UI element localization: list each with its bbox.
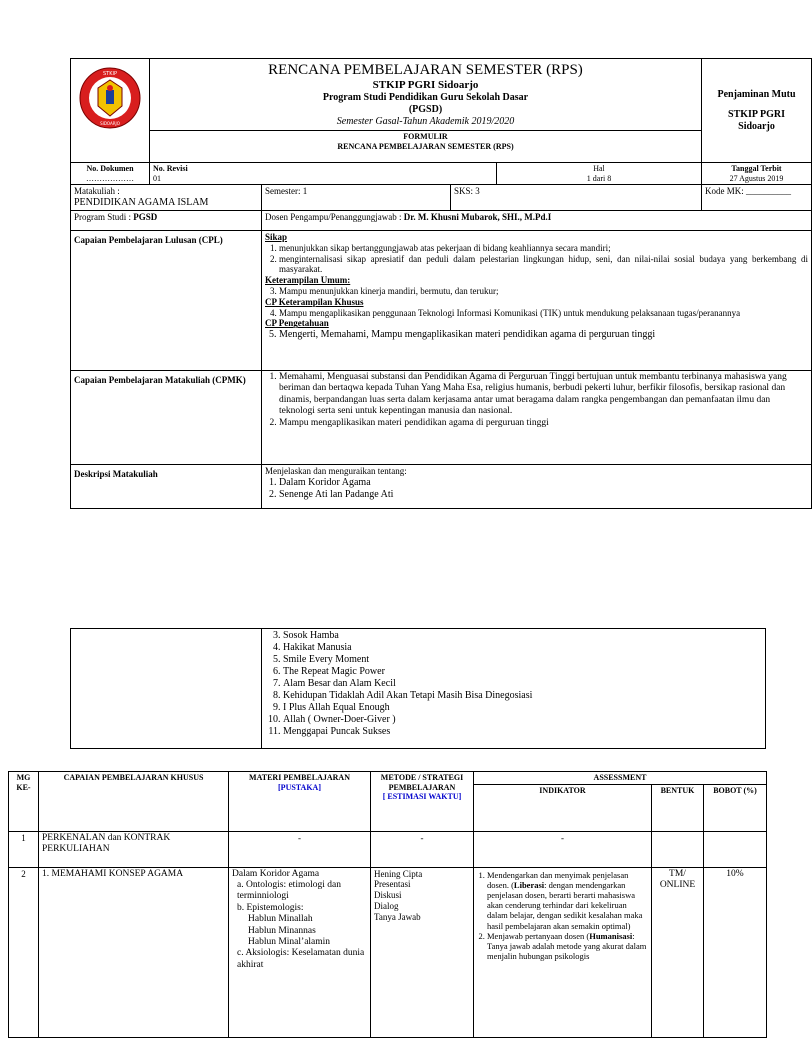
no-revisi-value: 01 [153,173,161,183]
deskripsi-item: 5. Smile Every Moment [283,654,762,666]
deskripsi-list [265,477,808,501]
qa-line1: Penjaminan Mutu [717,88,796,100]
header-metode [371,772,474,832]
sikap-item: 1. menunjukkan sikap bertanggungjawab atas pekerjaan di bidang keahliannya secara mandiri; [279,243,808,254]
cpmk-content [262,370,812,464]
row2-materi-c: c. Aksiologis: Keselamatan dunia akhirat [237,948,365,970]
row2-materi-b3: Hablun Minal’alamin [248,936,331,947]
tanggal-cell [702,163,812,185]
rps-header-table [70,58,812,509]
umum-item: 3. Mampu menunjukkan kinerja mandiri, bermutu, dan terukur; [279,286,808,297]
stkip-logo-icon [78,66,142,130]
hal-label: Hal [593,164,605,173]
row1-bobot [704,831,767,867]
header-metode-label: METODE / STRATEGI PEMBELAJARAN [380,773,464,792]
deskripsi-content [262,464,812,508]
header-bentuk: BENTUK [652,784,704,831]
qa-line3: Sidoarjo [738,120,775,132]
deskripsi-item: 6. The Repeat Magic Power [283,666,762,678]
pengetahuan-item: 5. Mengerti, Memahami, Mampu mengaplikasikan materi pendidikan agama di perguruan tinggi [279,329,808,341]
ind1-pre: Mendengarkan dan menyimak penjelasan dosen. ( [487,869,629,890]
deskripsi-item: 7. Alam Besar dan Alam Kecil [283,678,762,690]
deskripsi-item: 11. Menggapai Puncak Sukses [283,726,762,738]
pengetahuan-heading: CP Pengetahuan [265,318,329,329]
row1-bentuk [652,831,704,867]
indikator-item [487,931,648,962]
header-assessment: ASSESSMENT [474,772,767,785]
matakuliah-value: PENDIDIKAN AGAMA ISLAM [74,196,209,208]
sikap-list [265,243,808,275]
prodi-cell [71,210,262,230]
row1-mg: 1 [9,831,39,867]
cpmk-label: Capaian Pembelajaran Matakuliah (CPMK) [71,370,262,464]
no-revisi-label: No. Revisi [153,164,188,173]
prodi-value: PGSD [133,211,158,222]
umum-heading: Keterampilan Umum: [265,275,351,286]
metode-item: Presentasi [374,879,411,890]
row2-bobot: 10% [704,867,767,1037]
row2-materi-b2: Hablun Minannas [248,925,316,936]
hal-cell [497,163,702,185]
doc-title: RENCANA PEMBELAJARAN SEMESTER (RPS) [268,62,583,78]
matakuliah-label: Matakuliah : [74,186,120,197]
weekly-plan-table [8,771,767,1038]
header-mg: MG KE- [9,772,39,832]
deskripsi-item: 3. Sosok Hamba [283,630,762,642]
logo-text-bottom: SIDOARJO [100,121,120,126]
deskripsi-continuation-table [70,628,766,749]
logo-cell [71,59,150,163]
title-cell [150,59,702,163]
row2-indikator [474,867,652,1037]
header-materi-label: MATERI PEMBELAJARAN [249,773,350,782]
row2-materi [229,867,371,1037]
sikap-item: 2. menginternalisasi sikap apresiatif dan peduli dalam pelestarian lingkungan hidup, seni, dan nilai-nilai sosial budaya yang berkembang di masyarakat. [279,254,808,276]
formulir-label: FORMULIR [403,132,448,142]
cpl-content [262,230,812,370]
semester-year: Semester Gasal-Tahun Akademik 2019/2020 [336,116,515,128]
indikator-item [487,870,648,931]
program-name: Program Studi Pendidikan Guru Sekolah Dasar [322,92,529,104]
sks-cell: SKS: 3 [451,185,702,211]
deskripsi-label: Deskripsi Matakuliah [71,464,262,508]
deskripsi-cont-content [262,629,766,749]
metode-item: Hening Cipta [374,868,423,879]
row2-cp: 1. MEMAHAMI KONSEP AGAMA [39,867,229,1037]
cpl-label: Capaian Pembelajaran Lulusan (CPL) [71,230,262,370]
metode-item: Tanya Jawab [374,911,421,922]
table-row [9,867,767,1037]
deskripsi-item: 9. I Plus Allah Equal Enough [283,702,762,714]
metode-item: Diskusi [374,890,402,901]
formulir-title: RENCANA PEMBELAJARAN SEMESTER (RPS) [337,141,514,151]
kode-mk-cell: Kode MK: __________ [702,185,812,211]
deskripsi-cont-empty [71,629,262,749]
prodi-label: Program Studi : [74,211,134,222]
matakuliah-cell [71,185,262,211]
ind1-post: : dengan mendengarkan penjelasan dosen, berarti berarti mahasiswa akan cenderung terhindar dari kekeliruan dalam belajar, dengan sedikit kesalahan maka hasil pembelajaran akan semakin optimal) [487,879,643,931]
deskripsi-item: 1. Dalam Koridor Agama [279,477,808,489]
ind1-bold: Liberasi [513,879,545,890]
deskripsi-item: 4. Hakikat Manusia [283,642,762,654]
row1-materi: - [229,831,371,867]
header-indikator: INDIKATOR [474,784,652,831]
header-cp: CAPAIAN PEMBELAJARAN KHUSUS [39,772,229,832]
deskripsi-intro: Menjelaskan dan menguraikan tentang: [265,465,407,476]
institution-name: STKIP PGRI Sidoarjo [372,79,479,91]
ind2-pre: Menjawab pertanyaan dosen ( [487,930,590,941]
no-dokumen-label: No. Dokumen [86,164,134,173]
qa-line2: STKIP PGRI [728,108,785,120]
deskripsi-item: 8. Kehidupan Tidaklah Adil Akan Tetapi Masih Bisa Dinegosiasi [283,690,762,702]
khusus-heading: CP Keterampilan Khusus [265,296,364,307]
qa-cell [702,59,812,163]
ind2-post: : Tanya jawab adalah metode yang akurat dalam menjalin hubungan psikologis [487,930,647,962]
row2-bentuk: TM/ ONLINE [652,867,704,1037]
semester-cell: Semester: 1 [262,185,451,211]
cpmk-item: 2. Mampu mengaplikasikan materi pendidikan agama di perguruan tinggi [279,418,808,429]
header-pustaka: [PUSTAKA] [278,782,321,792]
row1-metode: - [371,831,474,867]
dosen-label: Dosen Pengampu/Penanggungjawab : [265,211,404,222]
pengetahuan-list [265,329,808,341]
cpmk-item: 1. Memahami, Menguasai substansi dan Pendidikan Agama di Perguruan Tinggi bertujuan untuk membantu terbinanya mahasiswa yang beriman dan bertaqwa kepada Tuhan Yang Maha Esa, religius humanis, berbudi pekerti luhur, berfikir filosofis, bersikap rasional dan dinamis, berpandangan luas serta dalam kerjasama antar umat beragama dalam rangka pengembangan dan pemanfaatan ilmu dan teknologi serta seni untuk kepentingan manusia dan nasional. [279,372,808,418]
table-row [9,831,767,867]
umum-list [265,286,808,297]
no-revisi-cell [150,163,497,185]
row2-materi-title: Dalam Koridor Agama [232,868,320,879]
tanggal-label: Tanggal Terbit [731,164,782,173]
header-materi [229,772,371,832]
cpmk-list [265,372,808,429]
tanggal-value: 27 Agustus 2019 [729,173,784,183]
row2-mg: 2 [9,867,39,1037]
header-bobot: BOBOT (%) [704,784,767,831]
no-dokumen-value: ……………… [86,173,134,183]
dosen-cell [262,210,812,230]
header-estimasi: [ ESTIMASI WAKTU] [382,792,462,802]
deskripsi-item: 2. Senenge Ati lan Padange Ati [279,489,808,501]
row2-metode [371,867,474,1037]
logo-text: STKIP [103,71,117,77]
hal-value: 1 dari 8 [586,173,612,183]
sikap-heading: Sikap [265,231,288,242]
khusus-item: 4. Mampu mengaplikasikan penggunaan Teknologi Informasi Komunikasi (TIK) untuk mendukung pelaksanaan tugas/peranannya [279,308,808,319]
row1-cp: PERKENALAN dan KONTRAK PERKULIAHAN [39,831,229,867]
khusus-list [265,308,808,319]
row2-materi-a: a. Ontologis: etimologi dan terminniologi [237,879,341,902]
row1-indikator: - [474,831,652,867]
program-abbr: (PGSD) [408,104,443,116]
deskripsi-item: 10. Allah ( Owner-Doer-Giver ) [283,714,762,726]
ind2-bold: Humanisasi [589,930,633,941]
metode-item: Dialog [374,900,399,911]
indikator-list [477,870,648,962]
row2-materi-b: b. Epistemologis: [237,902,304,913]
no-dokumen-cell [71,163,150,185]
dosen-value: Dr. M. Khusni Mubarok, SHI., M.Pd.I [403,211,552,222]
deskripsi-cont-list [265,630,762,738]
row2-materi-b1: Hablun Minallah [248,914,313,925]
